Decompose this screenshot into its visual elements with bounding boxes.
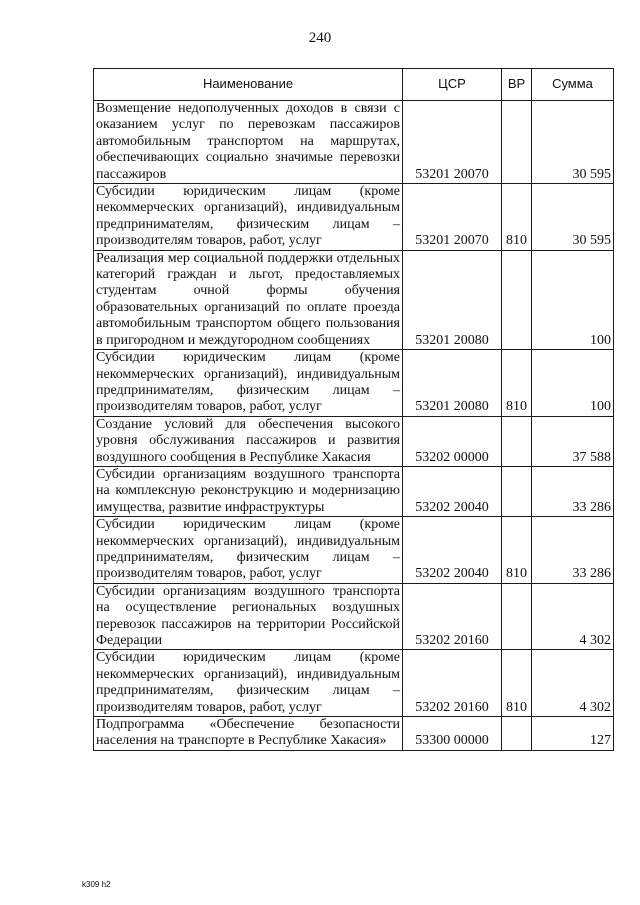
cell-sum: 100: [532, 350, 614, 417]
cell-vr: 810: [502, 350, 532, 417]
cell-csr: 53202 00000: [403, 416, 502, 466]
cell-name: Субсидии юридическим лицам (кроме некоммерческих организаций), индивидуальным предпринимателям, физическим лицам – производителям товаров, работ, услуг: [94, 517, 403, 584]
table-row: [94, 466, 614, 516]
cell-name: Субсидии организациям воздушного транспорта на комплексную реконструкцию и модернизацию имущества, развитие инфраструктуры: [94, 466, 403, 516]
header-vr: ВР: [502, 69, 532, 101]
cell-csr: 53202 20160: [403, 650, 502, 717]
cell-name: Субсидии юридическим лицам (кроме некоммерческих организаций), индивидуальным предпринимателям, физическим лицам – производителям товаров, работ, услуг: [94, 184, 403, 251]
cell-sum: 30 595: [532, 184, 614, 251]
cell-sum: 100: [532, 250, 614, 349]
cell-csr: 53202 20040: [403, 517, 502, 584]
cell-vr: 810: [502, 650, 532, 717]
table-row: [94, 416, 614, 466]
cell-sum: 127: [532, 717, 614, 751]
cell-sum: 30 595: [532, 101, 614, 184]
page-number: 240: [308, 30, 332, 46]
cell-name: Реализация мер социальной поддержки отдельных категорий граждан и льгот, предоставляемых студентам очной формы обучения образовательных организаций по оплате проезда автомобильным транспортом общего пользования в пригородном и междугородном сообщениях: [94, 250, 403, 349]
cell-vr: 810: [502, 517, 532, 584]
cell-sum: 33 286: [532, 466, 614, 516]
cell-sum: 4 302: [532, 650, 614, 717]
cell-csr: 53300 00000: [403, 717, 502, 751]
table-row: [94, 350, 614, 417]
cell-csr: 53201 20080: [403, 250, 502, 349]
table-row: [94, 101, 614, 184]
cell-vr: [502, 466, 532, 516]
cell-vr: 810: [502, 184, 532, 251]
cell-csr: 53201 20070: [403, 101, 502, 184]
table-header-row: [94, 69, 614, 101]
header-csr: ЦСР: [403, 69, 502, 101]
cell-sum: 4 302: [532, 583, 614, 650]
cell-name: Субсидии юридическим лицам (кроме некоммерческих организаций), индивидуальным предпринимателям, физическим лицам – производителям товаров, работ, услуг: [94, 650, 403, 717]
cell-vr: [502, 250, 532, 349]
cell-vr: [502, 416, 532, 466]
footer-code: k309 h2: [82, 880, 111, 889]
cell-csr: 53202 20160: [403, 583, 502, 650]
cell-csr: 53202 20040: [403, 466, 502, 516]
cell-vr: [502, 717, 532, 751]
table-row: [94, 650, 614, 717]
header-sum: Сумма: [532, 69, 614, 101]
cell-sum: 37 588: [532, 416, 614, 466]
budget-table: [93, 68, 614, 751]
cell-csr: 53201 20070: [403, 184, 502, 251]
cell-csr: 53201 20080: [403, 350, 502, 417]
cell-name: Субсидии организациям воздушного транспорта на осуществление региональных воздушных перевозок пассажиров на территории Российской Федерации: [94, 583, 403, 650]
cell-sum: 33 286: [532, 517, 614, 584]
cell-vr: [502, 583, 532, 650]
table-row: [94, 184, 614, 251]
table-row: [94, 583, 614, 650]
table-row: [94, 250, 614, 349]
cell-vr: [502, 101, 532, 184]
cell-name: Субсидии юридическим лицам (кроме некоммерческих организаций), индивидуальным предпринимателям, физическим лицам – производителям товаров, работ, услуг: [94, 350, 403, 417]
cell-name: Возмещение недополученных доходов в связи с оказанием услуг по перевозкам пассажиров автомобильным транспортом на маршрутах, обеспечивающих социально значимые перевозки пассажиров: [94, 101, 403, 184]
header-name: Наименование: [94, 69, 403, 101]
cell-name: Подпрограмма «Обеспечение безопасности населения на транспорте в Республике Хакасия»: [94, 717, 403, 751]
cell-name: Создание условий для обеспечения высокого уровня обслуживания пассажиров и развития воздушного сообщения в Республике Хакасия: [94, 416, 403, 466]
table-row: [94, 517, 614, 584]
table-row: [94, 717, 614, 751]
